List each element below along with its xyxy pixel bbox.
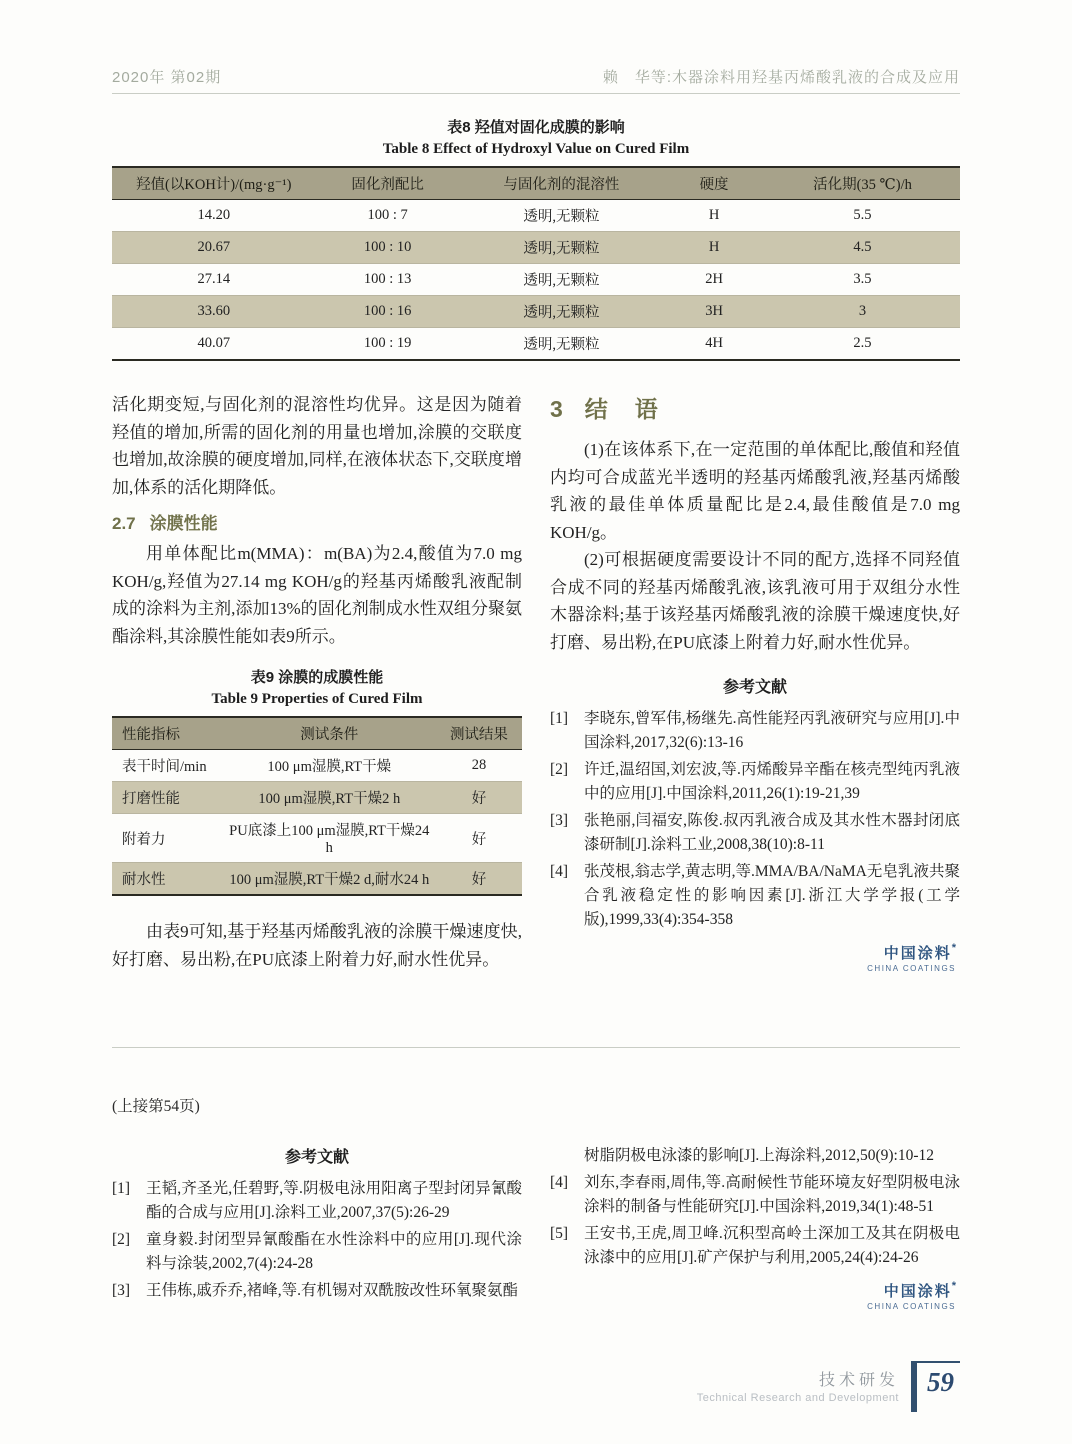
- footer-section-en: Technical Research and Development: [696, 1392, 899, 1404]
- paragraph: 活化期变短,与固化剂的混溶性均优异。这是因为随着羟值的增加,所需的固化剂的用量也增加,涂膜的交联度也增加,故涂膜的硬度增加,同样,在液体状态下,交联度增加,体系的活化期降低。: [112, 395, 522, 497]
- table-row: 耐水性 100 μm湿膜,RT干燥2 d,耐水24 h 好: [112, 863, 522, 896]
- left-column: [112, 391, 522, 1003]
- page-number-box: [911, 1361, 960, 1412]
- ref-continuation-indent: [550, 1144, 584, 1168]
- right-column: [550, 391, 960, 1003]
- footer-section-zh: 技术研发: [818, 1372, 899, 1389]
- table8: [112, 166, 960, 361]
- reference-item: [2] 许迁,温绍国,刘宏波,等.丙烯酸异辛酯在核壳型纯丙乳液中的应用[J].中国涂料,2011,26(1):19-21,39: [550, 761, 960, 803]
- reference-item: [1] 李晓东,曾军伟,杨继先.高性能羟丙乳液研究与应用[J].中国涂料,2017,32(6):13-16: [550, 710, 960, 752]
- references-title: 参考文献: [722, 679, 787, 697]
- right-column: [550, 1144, 960, 1311]
- reference-item: [1] 王韬,齐圣光,任碧野,等.阴极电泳用阳离子型封闭异氰酸酯的合成与应用[J].涂料工业,2007,37(5):26-29: [112, 1180, 522, 1222]
- table8-header-row: [112, 167, 960, 200]
- table8-col-header: 硬度: [663, 167, 765, 200]
- table-row: 20.67 100 : 10 透明,无颗粒 H 4.5: [112, 232, 960, 264]
- table9-caption-zh: 表9 涂膜的成膜性能: [250, 669, 384, 687]
- continued-references-columns: [112, 1144, 960, 1311]
- table8-section: [112, 116, 960, 361]
- table8-col-header: 羟值(以KOH计)/(mg·g⁻¹): [112, 167, 316, 200]
- paragraph: (2)可根据硬度需要设计不同的配方,选择不同羟值合成不同的羟基丙烯酸乳液,该乳液可用于双组分水性木器涂料;基于该羟基丙烯酸乳液的涂膜干燥速度快,好打磨、易出粉,在PU底漆上附着力好,耐水性优异。: [550, 550, 960, 652]
- china-coatings-logo: 中国涂料* CHINA COATINGS: [867, 1280, 956, 1312]
- table9-col-header: 测试条件: [223, 717, 436, 750]
- reference-item: [3] 王伟栋,戚乔乔,褚峰,等.有机锡对双酰胺改性环氧聚氨酯: [112, 1282, 519, 1300]
- table9-col-header: 测试结果: [436, 717, 522, 750]
- paragraph: (1)在该体系下,在一定范围的单体配比,酸值和羟值内均可合成蓝光半透明的羟基丙烯酸乳液,羟基丙烯酸乳液的最佳单体质量配比是2.4,最佳酸值是7.0 mg KOH/g。: [550, 440, 960, 542]
- table-row: 40.07 100 : 19 透明,无颗粒 4H 2.5: [112, 328, 960, 361]
- table8-caption-en: Table 8 Effect of Hydroxyl Value on Cured Film: [382, 141, 690, 157]
- header-rule: [112, 93, 960, 94]
- issue-info: 2020年 第02期: [112, 69, 222, 86]
- continued-from-note: (上接第54页): [112, 1098, 200, 1115]
- running-head: [112, 66, 960, 87]
- page-number: 59: [927, 1367, 954, 1397]
- table8-col-header: 与固化剂的混溶性: [460, 167, 664, 200]
- reference-continuation: 树脂阴极电泳漆的影响[J].上海涂料,2012,50(9):10-12: [550, 1144, 960, 1168]
- china-coatings-logo: 中国涂料* CHINA COATINGS: [867, 942, 956, 974]
- reference-item: [5] 王安书,王虎,周卫峰.沉积型高岭土深加工及其在阴极电泳漆中的应用[J].矿产保护与利用,2005,24(4):24-26: [550, 1225, 960, 1267]
- table-row: 打磨性能 100 μm湿膜,RT干燥2 h 好: [112, 782, 522, 814]
- reference-item: [3] 张艳丽,闫福安,陈俊.叔丙乳液合成及其水性木器封闭底漆研制[J].涂料工业,2008,38(10):8-11: [550, 812, 960, 854]
- section-divider: [112, 1047, 960, 1048]
- table-row: 表干时间/min 100 μm湿膜,RT干燥 28: [122, 757, 487, 776]
- table9-caption-en: Table 9 Properties of Cured Film: [211, 691, 423, 708]
- reference-item: [4] 刘东,李春雨,周伟,等.高耐候性节能环境友好型阴极电泳涂料的制备与性能研究[J].中国涂料,2019,34(1):48-51: [550, 1174, 960, 1216]
- paragraph: 用单体配比m(MMA)：m(BA)为2.4,酸值为7.0 mg KOH/g,羟值为27.14 mg KOH/g的羟基丙烯酸乳液配制成的涂料为主剂,添加13%的固化剂制成水性双组分聚氨酯涂料,其涂膜性能如表9所示。: [112, 544, 522, 646]
- references-title: 参考文献: [284, 1149, 349, 1166]
- table9-section: [112, 666, 522, 896]
- table-row: 附着力 PU底漆上100 μm湿膜,RT干燥24 h 好: [112, 814, 522, 863]
- table9-col-header: 性能指标: [112, 717, 223, 750]
- table-row: 33.60 100 : 16 透明,无颗粒 3H 3: [112, 296, 960, 328]
- page-footer: [697, 1361, 960, 1404]
- table8-caption-zh: 表8 羟值对固化成膜的影响: [447, 119, 625, 136]
- section-heading-3: 3 结 语: [550, 396, 660, 422]
- paragraph: 由表9可知,基于羟基丙烯酸乳液的涂膜干燥速度快,好打磨、易出粉,在PU底漆上附着力好,耐水性优异。: [112, 922, 522, 969]
- body-columns: [112, 391, 960, 1003]
- section-heading-2-7: 2.7 涂膜性能: [112, 514, 218, 534]
- table8-col-header: 活化期(35 ℃)/h: [765, 167, 960, 200]
- table-row: 27.14 100 : 13 透明,无颗粒 2H 3.5: [112, 264, 960, 296]
- running-title: 赖 华等:木器涂料用羟基丙烯酸乳液的合成及应用: [602, 69, 960, 86]
- table8-col-header: 固化剂配比: [316, 167, 460, 200]
- left-column: [112, 1144, 522, 1311]
- table9-header-row: [112, 717, 522, 750]
- reference-item: [2] 童身毅.封闭型异氰酸酯在水性涂料中的应用[J].现代涂料与涂装,2002,7(4):24-28: [112, 1231, 522, 1273]
- table9: [112, 716, 522, 896]
- reference-item: [4] 张茂根,翁志学,黄志明,等.MMA/BA/NaMA无皂乳液共聚合乳液稳定性的影响因素[J].浙江大学学报(工学版),1999,33(4):354-358: [550, 863, 960, 929]
- table-row: 14.20 100 : 7 透明,无颗粒 H 5.5: [197, 207, 872, 225]
